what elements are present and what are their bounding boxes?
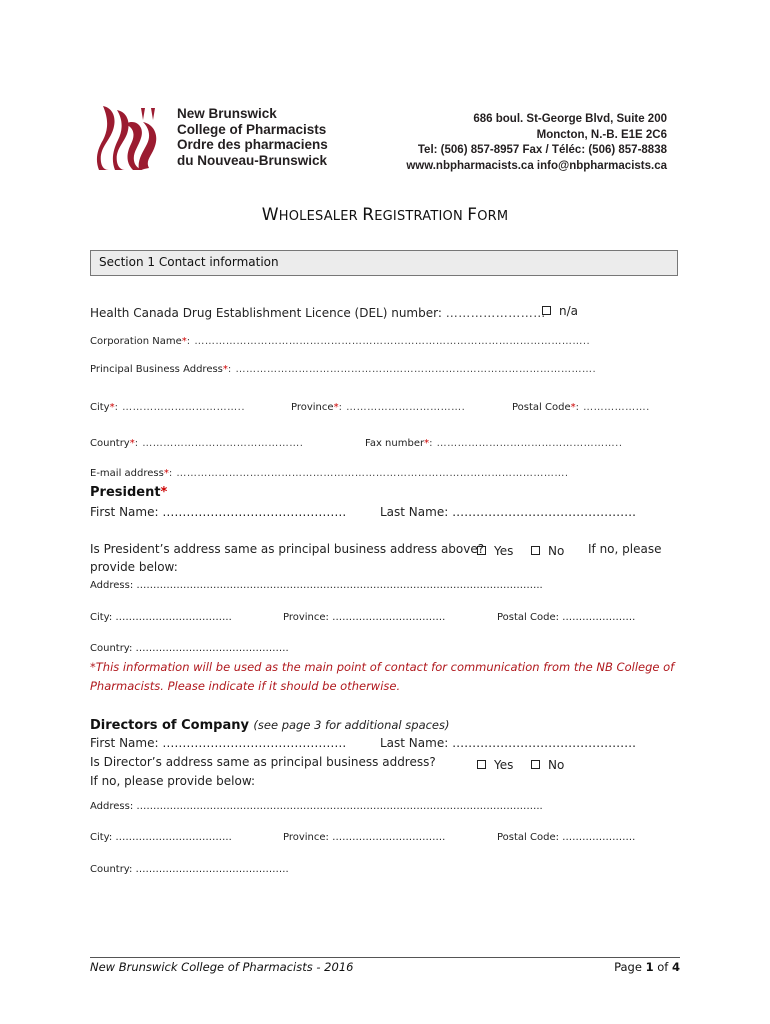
org-address — [406, 112, 667, 174]
president-postal-code-field[interactable]: Postal Code: …………………. — [497, 612, 636, 623]
org-name — [177, 106, 328, 168]
section-1-label: Section 1 Contact information — [99, 255, 279, 269]
footer-org-year: New Brunswick College of Pharmacists - 2016 — [90, 960, 354, 974]
director-postal-code-field[interactable]: Postal Code: …………………. — [497, 832, 636, 843]
director-provide-below-text: If no, please provide below: — [90, 774, 256, 788]
president-same-address-question: Is President’s address same as principal business address above? — [90, 542, 485, 556]
address-line-2: Moncton, N.-B. E1E 2C6 — [536, 128, 667, 141]
president-first-name-field[interactable]: First Name: ………………………………………. — [90, 505, 347, 519]
president-yes-checkbox[interactable]: Yes — [477, 544, 513, 558]
president-last-name-field[interactable]: Last Name: ………………………………………. — [380, 505, 636, 519]
postal-code-field[interactable]: Postal Code*: ………………. — [512, 402, 650, 413]
director-no-checkbox[interactable]: No — [531, 758, 564, 772]
city-field[interactable]: City*: …………………………….. — [90, 402, 246, 413]
director-yes-checkbox[interactable]: Yes — [477, 758, 513, 772]
director-province-field[interactable]: Province: ……………………………. — [283, 832, 446, 843]
director-address-field[interactable]: Address: ………………………………………………………………………………………………………….. — [90, 801, 543, 812]
checkbox-icon[interactable] — [531, 760, 540, 769]
org-name-en-2: College of Pharmacists — [177, 121, 327, 137]
email-field[interactable]: E-mail address*: …………………………………………………………………………………………………. — [90, 468, 569, 479]
page-title: WHOLESALER REGISTRATION FORM — [261, 205, 509, 225]
director-city-field[interactable]: City: …………………………….. — [90, 832, 232, 843]
checkbox-icon[interactable] — [531, 546, 540, 555]
president-province-field[interactable]: Province: ……………………………. — [283, 612, 446, 623]
checkbox-icon[interactable] — [542, 306, 551, 315]
corporation-name-field[interactable]: Corporation Name*: ………………………………………………………………………………………………….. — [90, 336, 591, 347]
college-logo-icon — [95, 104, 167, 172]
checkbox-icon[interactable] — [477, 546, 486, 555]
fax-number-field[interactable]: Fax number*: …………………………………………….. — [365, 438, 623, 449]
address-line-4: www.nbpharmacists.ca info@nbpharmacists.ca — [406, 159, 667, 172]
president-address-field[interactable]: Address: ………………………………………………………………………………………………………….. — [90, 580, 543, 591]
org-name-fr-1: Ordre des pharmaciens — [177, 137, 328, 152]
del-number-field[interactable]: Health Canada Drug Establishment Licence (DEL) number: …………………… — [90, 306, 546, 320]
director-last-name-field[interactable]: Last Name: ………………………………………. — [380, 736, 636, 750]
page-footer — [90, 957, 680, 978]
address-line-3: Tel: (506) 857-8957 Fax / Téléc: (506) 857-8838 — [417, 144, 667, 156]
principal-business-address-field[interactable]: Principal Business Address*: …………………………………………………………………………………………. — [90, 364, 597, 375]
president-country-field[interactable]: Country: ………………………………………. — [90, 643, 289, 654]
org-name-fr-2: du Nouveau-Brunswick — [177, 152, 328, 168]
page-number: Page 1 of 4 — [614, 960, 680, 974]
section-1-header — [90, 250, 678, 276]
checkbox-icon[interactable] — [477, 760, 486, 769]
directors-heading: Directors of Company (see page 3 for additional spaces) — [90, 718, 450, 733]
director-same-address-question: Is Director’s address same as principal business address? — [90, 755, 436, 769]
director-first-name-field[interactable]: First Name: ………………………………………. — [90, 736, 347, 750]
country-field[interactable]: Country*: ………………………………………. — [90, 438, 304, 449]
director-country-field[interactable]: Country: ………………………………………. — [90, 864, 289, 875]
address-line-1: 686 boul. St-George Blvd, Suite 200 — [473, 113, 667, 125]
president-provide-below-text: provide below: — [90, 560, 178, 574]
org-name-en-1: New Brunswick — [177, 106, 277, 121]
president-no-checkbox[interactable]: No — [531, 544, 564, 558]
president-heading: President* — [90, 485, 168, 500]
na-checkbox[interactable]: n/a — [542, 304, 578, 318]
contact-note: *This information will be used as the main point of contact for communication from the NB College of Pharmacists. Please indicate if it should be otherwise. — [90, 660, 675, 693]
province-field[interactable]: Province*: ……………………………. — [291, 402, 466, 413]
president-if-no-text: If no, please — [588, 542, 662, 556]
president-city-field[interactable]: City: …………………………….. — [90, 612, 232, 623]
